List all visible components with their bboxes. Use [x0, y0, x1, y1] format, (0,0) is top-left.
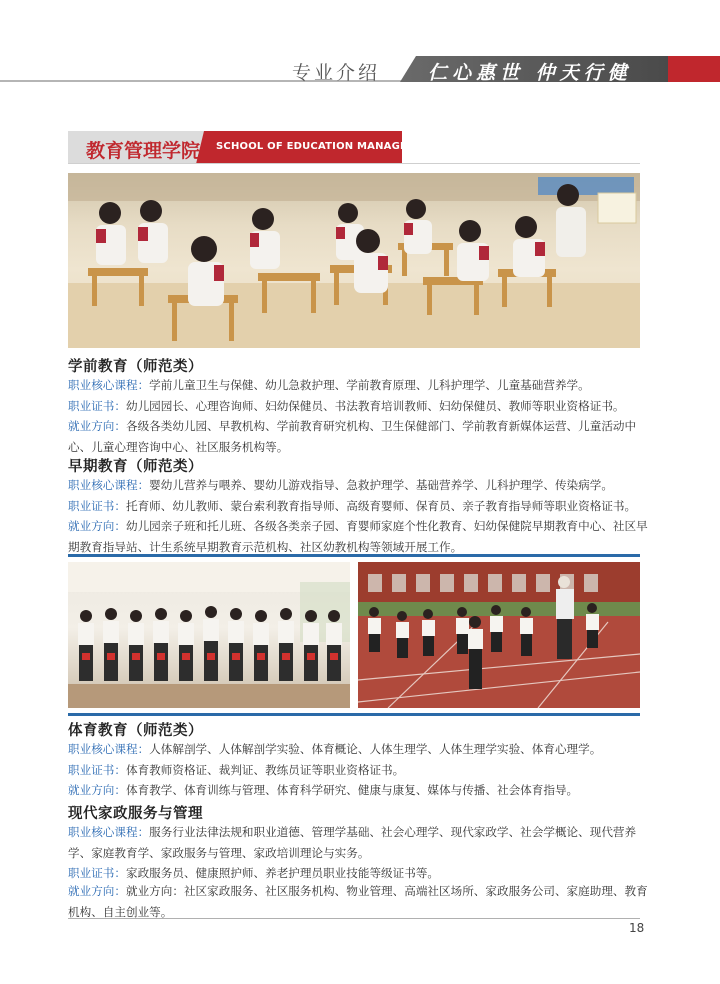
row-label: 职业核心课程： [68, 825, 150, 839]
row-text: 体育教师资格证、裁判证、教练员证等职业资格证书。 [125, 762, 405, 777]
row-text: 各级各类幼儿园、早教机构、学前教育研究机构、卫生保健部门、学前教育新媒体运营、儿童活动中心、儿童心理咨询中心、社区服务机构等。 [68, 419, 637, 454]
page-number: 18 [629, 921, 645, 935]
row-text: 托育师、幼儿教师、蒙台索利教育指导师、高级育婴师、保育员、亲子教育指导师等职业资格证书。 [125, 498, 637, 513]
row-text: 幼儿园园长、心理咨询师、妇幼保健员、书法教育培训教师、妇幼保健员、教师等职业资格证书。 [125, 398, 625, 413]
section-title-early-education: 早期教育（师范类） [68, 459, 203, 475]
row-text: 幼儿园亲子班和托儿班、各级各类亲子园、育婴师家庭个性化教育、妇幼保健院早期教育中心、社区早期教育指导站、计生系统早期教育示范机构、社区幼教机构等领域开展工作。 [68, 519, 648, 554]
row-label: 职业证书： [68, 498, 126, 513]
school-name-cn: 教育管理学院 [86, 140, 201, 162]
row-text: 婴幼儿营养与喂养、婴幼儿游戏指导、急救护理学、基础营养学、儿科护理学、传染病学。 [149, 478, 613, 492]
row-text: 家政服务员、健康照护师、养老护理员职业技能等级证书等。 [125, 866, 440, 880]
section-title-preschool: 学前教育（师范类） [68, 359, 203, 375]
row-label: 就业方向： [68, 884, 126, 898]
section-title-housekeeping: 现代家政服务与管理 [68, 806, 203, 822]
row-label: 就业方向： [68, 419, 126, 433]
pe-courses [68, 739, 648, 760]
row-label: 就业方向： [68, 519, 126, 533]
early-certificates [68, 496, 648, 517]
row-text: 服务行业法律法规和职业道德、管理学基础、社会心理学、现代家政学、社会学概论、现代营养学、家庭教育学、家政服务与管理、家政培训理论与实务。 [68, 825, 637, 860]
footer-rule [68, 918, 640, 919]
row-label: 职业证书： [68, 398, 126, 413]
row-label: 职业核心课程： [68, 478, 150, 492]
preschool-courses [68, 375, 648, 396]
track-illustration [358, 562, 640, 708]
blue-divider [68, 713, 640, 716]
row-label: 职业证书： [68, 866, 126, 880]
school-name-en: SCHOOL OF EDUCATION MANAGEMENT [216, 141, 440, 152]
row-label: 就业方向： [68, 783, 126, 797]
housekeeping-careers [68, 881, 648, 922]
row-label: 职业证书： [68, 762, 126, 777]
track-exercise-photo [358, 562, 640, 708]
classroom-illustration [68, 173, 640, 348]
pe-careers [68, 780, 648, 801]
row-text: 人体解剖学、人体解剖学实验、体育概论、人体生理学、人体生理学实验、体育心理学。 [149, 742, 602, 756]
early-courses [68, 475, 648, 496]
blue-divider [68, 554, 640, 557]
row-label: 职业核心课程： [68, 742, 150, 756]
banner-rule [68, 163, 640, 164]
header-slogan: 仁心惠世 仲天行健 [428, 62, 632, 84]
group-photo [68, 562, 350, 708]
header-red-block [668, 56, 720, 82]
row-text: 学前儿童卫生与保健、幼儿急救护理、学前教育原理、儿科护理学、儿童基础营养学。 [149, 378, 590, 392]
preschool-careers [68, 416, 648, 457]
section-title-pe: 体育教育（师范类） [68, 723, 203, 739]
housekeeping-courses [68, 822, 648, 863]
classroom-photo [68, 173, 640, 348]
preschool-certificates [68, 396, 648, 417]
pe-certificates [68, 760, 648, 781]
early-careers [68, 516, 648, 557]
row-text: 体育教学、体育训练与管理、体育科学研究、健康与康复、媒体与传播、社会体育指导。 [125, 783, 579, 797]
header-title: 专业介绍 [292, 62, 381, 84]
row-label: 职业核心课程： [68, 378, 150, 392]
row-text: 就业方向：社区家政服务、社区服务机构、物业管理、高端社区场所、家政服务公司、家庭助理、教育机构、自主创业等。 [68, 884, 648, 919]
group-illustration [68, 562, 350, 708]
